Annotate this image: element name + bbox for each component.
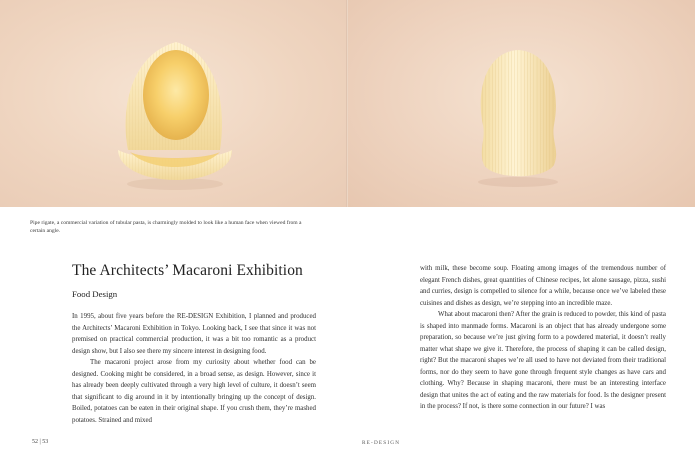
left-column	[72, 311, 316, 426]
paragraph: with milk, these become soup. Floating among images of the tremendous number of elegant French dishes, great quantities of Chinese recipes, let alone sausage, pizza, sushi and curries, design is compelled to silence for a while, because once we’ve labeled these cuisines and dishes as design, we’re stepping into an incredible maze.	[420, 265, 666, 307]
paragraph: What about macaroni then? After the grain is reduced to powder, this kind of pasta is shaped into manmade forms. Macaroni is an object that has already undergone some preparation, so because we’re just giving form to a powdered material, it doesn’t really matter what shape we give it. Therefore, the process of shaping it can be called design, right? But the macaroni shapes we’re all used to have not deviated from their traditional forms, nor do they seem to have gone through frequent style changes as have cars and clothing. Why? Because in shaping macaroni, there must be an interesting interface design that unites the act of eating and the raw materials for food. Is the designer present in the process? If not, is there some connection in our future? I was	[420, 311, 666, 410]
running-head: RE-DESIGN	[362, 440, 401, 446]
pasta-front-illustration	[0, 0, 346, 207]
article-subtitle: Food Design	[72, 289, 118, 299]
paragraph: The macaroni project arose from my curiosity about whether food can be designed. Cooking might be considered, in a broad sense, as design. However, since it has already been deeply cultivated through a very high level of culture, it doesn’t seem that significant to dig around in it by intentionally bringing up the concept of design. Boiled, potatoes can be eaten in their original shape. If you crush them, they’re mashed potatoes. Strained and mixed	[72, 359, 316, 424]
page-numbers: 52 | 53	[32, 439, 49, 445]
right-column	[420, 263, 666, 413]
paragraph: In 1995, about five years before the RE-DESIGN Exhibition, I planned and produced the Architects’ Macaroni Exhibition in Tokyo. Looking back, I see that since it was not premised on practical commercial production, it was a bit too romantic as a product design show, but I also see there my sincere interest in designing food.	[72, 313, 316, 355]
photo-caption: Pipe rigate, a commercial variation of tubular pasta, is charmingly molded to look like a human face when viewed from a certain angle.	[30, 220, 302, 234]
pasta-side-photo	[348, 0, 695, 207]
pasta-front-photo	[0, 0, 346, 207]
pasta-side-illustration	[348, 0, 695, 207]
article-title: The Architects’ Macaroni Exhibition	[72, 262, 303, 279]
